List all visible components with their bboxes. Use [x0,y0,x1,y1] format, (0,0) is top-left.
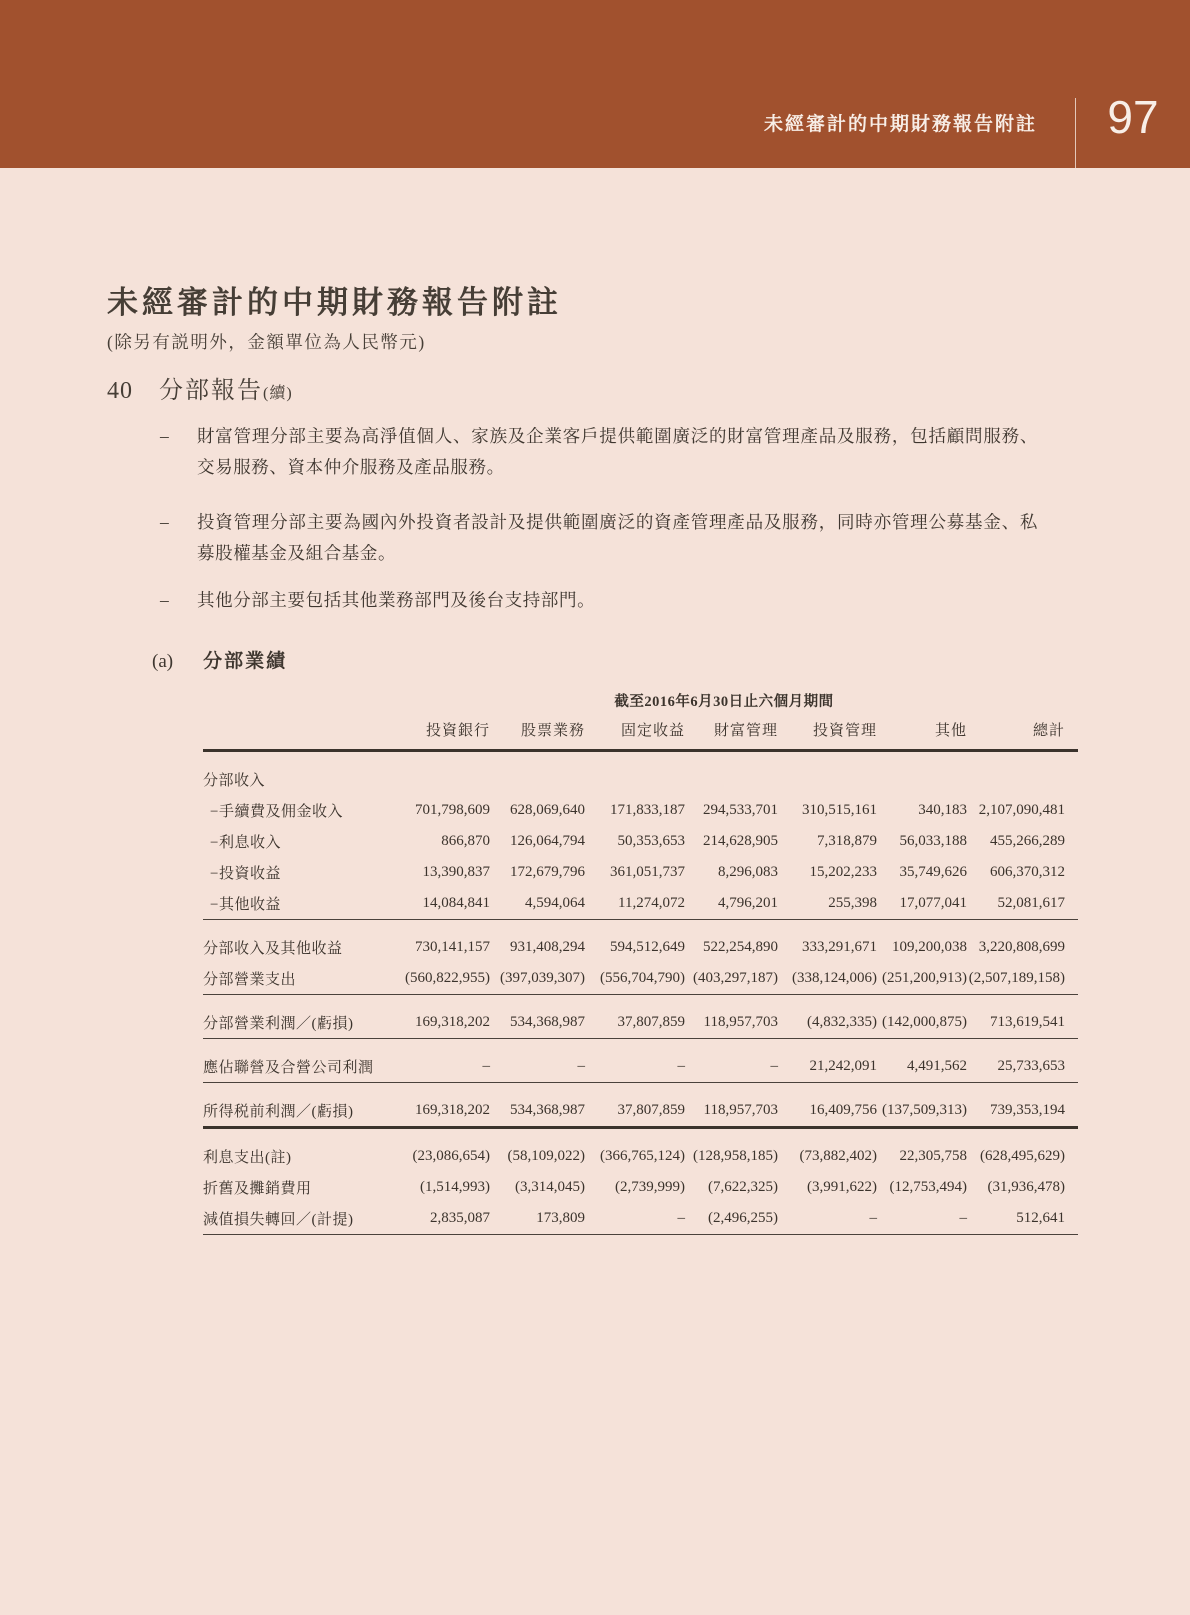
column-header: 股票業務 [490,711,585,751]
bullet-text: 財富管理分部主要為高淨值個人、家族及企業客戶提供範圍廣泛的財富管理產品及服務，包括顧問服務、交易服務、資本仲介服務及產品服務。 [197,426,1038,477]
cell-value [685,764,778,795]
cell-value: – [677,1058,685,1074]
cell-value: 628,069,640 [510,802,585,818]
column-header: 總計 [967,711,1078,751]
table-row [203,888,1078,919]
cell-value: (12,753,494) [889,1179,967,1195]
cell-value: (403,297,187) [693,970,778,986]
bullet-dash: – [160,590,169,610]
cell-value: 713,619,541 [990,1014,1065,1030]
cell-value: 118,957,703 [703,1102,778,1118]
bullet-dash: – [160,426,169,446]
cell-value: (31,936,478) [987,1179,1065,1195]
cell-value: 4,796,201 [718,895,778,911]
table-row [203,1141,1078,1172]
cell-value: 52,081,617 [997,895,1065,911]
column-header: 固定收益 [585,711,685,751]
cell-value: 606,370,312 [990,864,1065,880]
cell-value: (142,000,875) [882,1014,967,1030]
cell-value: 2,107,090,481 [978,802,1065,818]
table-row [203,857,1078,888]
cell-value: – [482,1058,490,1074]
segment-results-block [203,690,1078,1235]
cell-value: (366,765,124) [600,1148,685,1164]
bullet-dash: – [160,512,169,532]
table-rule [203,1234,1078,1235]
cell-value: (7,622,325) [708,1179,778,1195]
section-title: 分部報告 [159,378,263,404]
segment-table-body [203,751,1078,1236]
column-header: 投資銀行 [383,711,490,751]
row-label: −其他收益 [210,897,281,913]
section-heading [107,370,293,405]
row-label: 所得税前利潤／(虧損) [203,1104,354,1120]
cell-value: (23,086,654) [412,1148,490,1164]
row-label: 分部營業利潤／(虧損) [203,1016,354,1032]
table-gap [203,751,1078,765]
cell-value: 701,798,609 [415,802,490,818]
bullet-item [160,507,1038,569]
cell-value: 16,409,756 [809,1102,877,1118]
segment-table-head [203,711,1078,751]
cell-value: 172,679,796 [510,864,585,880]
cell-value: 126,064,794 [510,833,585,849]
cell-value [490,764,585,795]
cell-value: 169,318,202 [415,1102,490,1118]
row-label: −手續費及佣金收入 [210,804,343,820]
bullet-text: 其他分部主要包括其他業務部門及後台支持部門。 [197,590,596,610]
cell-value: 361,051,737 [610,864,685,880]
cell-value: 739,353,194 [990,1102,1065,1118]
cell-value: 866,870 [441,833,490,849]
row-label-header [203,711,383,751]
table-row [203,963,1078,994]
table-row [203,932,1078,963]
cell-value: 310,515,161 [802,802,877,818]
segment-table [203,711,1078,1235]
column-header: 投資管理 [778,711,877,751]
cell-value: (128,958,185) [693,1148,778,1164]
cell-value: 14,084,841 [422,895,490,911]
section-suffix: (續) [263,385,293,402]
cell-value: 118,957,703 [703,1014,778,1030]
cell-value: – [869,1210,877,1226]
cell-value [967,764,1078,795]
page-subtitle: (除另有説明外，金額單位為人民幣元) [107,332,426,352]
cell-value: (556,704,790) [600,970,685,986]
cell-value: 11,274,072 [618,895,685,911]
cell-value: (251,200,913) [882,970,967,986]
cell-value: (137,509,313) [882,1102,967,1118]
table-row [203,1007,1078,1038]
cell-value: (338,124,006) [792,970,877,986]
row-label: 利息支出(註) [203,1150,292,1166]
column-header: 財富管理 [685,711,778,751]
cell-value: 594,512,649 [610,939,685,955]
cell-value: 17,077,041 [899,895,967,911]
cell-value [383,764,490,795]
table-row [203,1172,1078,1203]
table-row [203,826,1078,857]
subsection-label: (a) [152,651,174,672]
cell-value: 35,749,626 [899,864,967,880]
column-header-row [203,711,1078,751]
cell-value: 15,202,233 [809,864,877,880]
bullet-item [160,585,1038,616]
row-label: 分部營業支出 [203,972,297,988]
cell-value: (3,991,622) [807,1179,877,1195]
cell-value: – [770,1058,778,1074]
cell-value: (560,822,955) [405,970,490,986]
page-title: 未經審計的中期財務報告附註 [107,285,562,320]
cell-value: 8,296,083 [718,864,778,880]
cell-value: 534,368,987 [510,1102,585,1118]
cell-value: 333,291,671 [802,939,877,955]
row-label: 應佔聯營及合營公司利潤 [203,1060,374,1076]
bullet-item [160,421,1038,483]
cell-value: – [677,1210,685,1226]
cell-value: 4,491,562 [907,1058,967,1074]
table-gap [203,1083,1078,1095]
cell-value: 455,266,289 [990,833,1065,849]
cell-value: (2,496,255) [708,1210,778,1226]
cell-value: 173,809 [536,1210,585,1226]
cell-value: (2,739,999) [615,1179,685,1195]
cell-value: (397,039,307) [500,970,585,986]
row-label: 折舊及攤銷費用 [203,1181,312,1197]
page-header-band [0,0,1190,168]
page-number: 97 [1107,91,1159,143]
cell-value [585,764,685,795]
cell-value: 534,368,987 [510,1014,585,1030]
section-number: 40 [107,378,133,404]
cell-value: 340,183 [918,802,967,818]
cell-value: – [959,1210,967,1226]
bullet-text: 投資管理分部主要為國內外投資者設計及提供範圍廣泛的資產管理產品及服務，同時亦管理公募基金、私募股權基金及組合基金。 [197,512,1038,563]
cell-value: 214,628,905 [703,833,778,849]
cell-value: 3,220,808,699 [978,939,1065,955]
table-row [203,1095,1078,1126]
cell-value: (73,882,402) [799,1148,877,1164]
cell-value [778,764,877,795]
column-header: 其他 [877,711,967,751]
row-label: −投資收益 [210,866,281,882]
cell-value: 7,318,879 [817,833,877,849]
table-row [203,764,1078,795]
table-gap [203,1129,1078,1141]
table-gap [203,1039,1078,1051]
row-label: 分部收入 [203,773,266,789]
cell-value: 37,807,859 [617,1014,685,1030]
table-gap [203,995,1078,1007]
cell-value: 171,833,187 [610,802,685,818]
row-label: 減值損失轉回／(計提) [203,1212,354,1228]
subsection-heading [152,646,287,673]
table-row [203,1051,1078,1082]
cell-value: 37,807,859 [617,1102,685,1118]
row-label: −利息收入 [210,835,281,851]
row-label: 分部收入及其他收益 [203,941,343,957]
cell-value: 56,033,188 [899,833,967,849]
cell-value: (3,314,045) [515,1179,585,1195]
cell-value: (2,507,189,158) [968,970,1065,986]
cell-value: – [577,1058,585,1074]
cell-value: 169,318,202 [415,1014,490,1030]
cell-value: 4,594,064 [525,895,585,911]
table-row [203,1203,1078,1234]
cell-value: 294,533,701 [703,802,778,818]
cell-value: 931,408,294 [510,939,585,955]
table-row [203,795,1078,826]
cell-value: 21,242,091 [809,1058,877,1074]
cell-value: 25,733,653 [997,1058,1065,1074]
cell-value: (58,109,022) [507,1148,585,1164]
cell-value: 50,353,653 [617,833,685,849]
cell-value: 512,641 [1016,1210,1065,1226]
table-period-header: 截至2016年6月30日止六個月期間 [614,694,834,710]
cell-value: 255,398 [828,895,877,911]
subsection-title: 分部業績 [203,651,288,672]
cell-value: 730,141,157 [415,939,490,955]
cell-value: 2,835,087 [430,1210,490,1226]
cell-value: (4,832,335) [807,1014,877,1030]
cell-value: 22,305,758 [899,1148,967,1164]
cell-value: 13,390,837 [422,864,490,880]
running-header-title: 未經審計的中期財務報告附註 [763,114,1037,135]
cell-value: (1,514,993) [420,1179,490,1195]
cell-value: 109,200,038 [892,939,967,955]
cell-value: 522,254,890 [703,939,778,955]
table-gap [203,920,1078,932]
cell-value [877,764,967,795]
cell-value: (628,495,629) [980,1148,1065,1164]
